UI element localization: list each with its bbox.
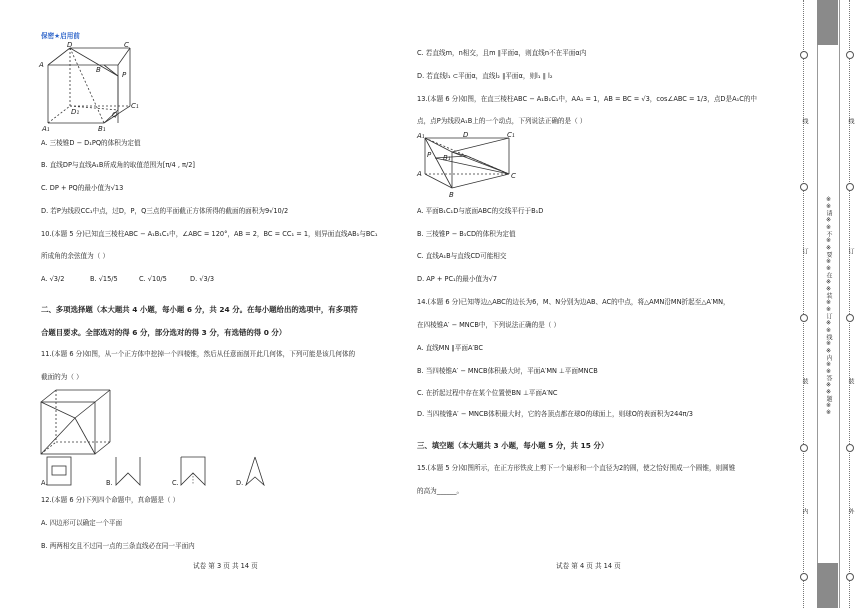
svg-text:B: B	[449, 191, 454, 199]
secret-label: 保密★启用前	[41, 32, 80, 40]
q14-stem: 14.(本题 6 分)已知等边△ABC的边长为6，M、N分别为边AB、AC的中点，将△AMN沿MN折起至△A′MN，	[417, 298, 730, 306]
binding-margin-outer	[794, 0, 814, 608]
outer-mark-nei: 内	[801, 508, 808, 514]
q10-choice-d: D. √3/3	[190, 275, 215, 283]
q13-stem-cont: 点，点P为线段A₁B上的一个动点，下列说法正确的是（ ）	[417, 117, 587, 125]
q13-stem: 13.(本题 6 分)如图，在直三棱柱ABC − A₁B₁C₁中，AA₁ = 1，AB = BC = √3，cos∠ABC = 1/3，点D是A₁C的中	[417, 95, 758, 103]
q13-option-a: A. 平面B₁C₁D与底面ABC的交线平行于B₁D	[417, 207, 544, 215]
q9-option-c: C. DP + PQ的最小值为√13	[41, 184, 124, 192]
q11-label-a: A.	[41, 479, 48, 487]
q13-option-c: C. 直线A₁B与直线CD可能相交	[417, 252, 507, 260]
binding-strip	[817, 0, 840, 608]
svg-text:C₁: C₁	[131, 102, 139, 110]
svg-text:C₁: C₁	[507, 131, 515, 139]
page-footer-left: 试卷 第 3 页 共 14 页	[193, 562, 258, 570]
outer-ring-4	[800, 444, 808, 452]
outer-mark-ding: 订	[801, 248, 808, 254]
q11-shape-c	[180, 456, 206, 486]
svg-text:A: A	[39, 61, 44, 69]
inner-ring-1	[846, 51, 854, 59]
inner-ring-4	[846, 444, 854, 452]
prism-figure	[415, 130, 520, 200]
q11-shape-d	[245, 456, 265, 486]
q10-choice-b: B. √15/5	[90, 275, 118, 283]
q14-option-d: D. 当四棱锥A′ − MNCB体积最大时，它的各顶点都在球O的球面上，则球O的表面积为244π/3	[417, 410, 693, 418]
q14-option-c: C. 在折起过程中存在某个位置使BN ⊥平面A′NC	[417, 389, 558, 397]
q9-option-a: A. 三棱锥D − D₁PQ的体积为定值	[41, 139, 141, 147]
section3-heading: 三、填空题（本大题共 3 小题，每小题 5 分，共 15 分）	[417, 441, 609, 450]
q11-shape-a	[46, 456, 72, 486]
svg-text:A: A	[417, 170, 422, 178]
q11-label-d: D.	[236, 479, 244, 487]
outer-mark-line: 线	[801, 118, 808, 124]
inner-mark-wai: 外	[847, 508, 854, 514]
q9-option-d: D. 若P为线段CC₁中点，过D，P，Q三点的平面截正方体所得的截面的面积为9√10/2	[41, 207, 289, 215]
cube-figure	[38, 40, 153, 140]
inner-mark-zhuang: 装	[847, 378, 854, 384]
label-D: D	[67, 41, 73, 49]
inner-mark-line: 线	[847, 118, 854, 124]
binding-gray-top	[817, 0, 838, 45]
svg-text:A₁: A₁	[417, 132, 425, 140]
cube-pyramid-figure	[39, 388, 114, 456]
q15-stem-cont: 的高为______。	[417, 487, 464, 495]
q11-label-b: B.	[106, 479, 113, 487]
svg-text:Q: Q	[112, 111, 118, 119]
q14-stem-cont: 在四棱锥A′ − MNCB中，下列说法正确的是（ ）	[417, 321, 561, 329]
svg-text:A₁: A₁	[42, 125, 50, 133]
q14-option-b: B. 当四棱锥A′ − MNCB体积最大时，平面A′MN ⊥平面MNCB	[417, 367, 598, 375]
binding-margin-inner	[840, 0, 860, 608]
q10-stem: 10.(本题 5 分)已知直三棱柱ABC − A₁B₁C₁中，∠ABC = 120°，AB = 2，BC = CC₁ = 1，则异面直线AB₁与BC₁	[41, 230, 378, 238]
section2-heading: 二、多项选择题（本大题共 4 小题，每小题 6 分，共 24 分。在每小题给出的选项中，有多项符	[41, 305, 358, 314]
q12-option-a: A. 四边形可以确定一个平面	[41, 519, 123, 527]
binding-gray-bottom	[817, 563, 838, 608]
svg-text:D: D	[463, 131, 469, 139]
q9-option-b: B. 直线DP与直线A₁B所成角的取值范围为[π/4 , π/2]	[41, 161, 195, 169]
q15-stem: 15.(本题 5 分)如图所示，在正方形铁皮上剪下一个扇形和一个直径为2的圆，使之恰好围成一个圆锥，则圆锥	[417, 464, 736, 472]
inner-ring-3	[846, 314, 854, 322]
q12-option-d: D. 若直线l₁ ⊂平面α，直线l₂ ∥平面α，则l₁ ∥ l₂	[417, 72, 553, 80]
outer-ring-5	[800, 573, 808, 581]
outer-dotted-line	[803, 0, 804, 608]
svg-text:B₁: B₁	[98, 125, 106, 133]
section2-heading-cont: 合题目要求。全部选对的得 6 分，部分选对的得 3 分，有选错的得 0 分）	[41, 328, 287, 337]
inner-dotted-line	[849, 0, 850, 608]
q11-stem: 11.(本题 6 分)如图，从一个正方体中挖掉一个四棱锥，然后从任意面剖开此几何体，下列可能是该几何体的	[41, 350, 356, 358]
q12-option-c: C. 若直线m，n相交，且m ∥平面α，则直线n不在平面α内	[417, 49, 587, 57]
q11-stem-cont: 截面的为（ ）	[41, 373, 83, 381]
svg-text:C: C	[124, 41, 129, 49]
svg-text:C: C	[511, 172, 516, 180]
inner-ring-2	[846, 183, 854, 191]
q13-option-b: B. 三棱锥P − B₁CD的体积为定值	[417, 230, 516, 238]
inner-ring-5	[846, 573, 854, 581]
page-footer-right: 试卷 第 4 页 共 14 页	[556, 562, 621, 570]
q10-stem-cont: 所成角的余弦值为（ ）	[41, 252, 110, 260]
q12-stem: 12.(本题 6 分)下列四个命题中，真命题是（ ）	[41, 496, 180, 504]
outer-ring-1	[800, 51, 808, 59]
q12-option-b: B. 两两相交且不过同一点的三条直线必在同一平面内	[41, 542, 195, 550]
inner-mark-ding: 订	[847, 248, 854, 254]
svg-text:B: B	[96, 66, 101, 74]
outer-ring-2	[800, 183, 808, 191]
q11-shape-b	[115, 456, 141, 486]
q13-option-d: D. AP + PC₁的最小值为√7	[417, 275, 498, 283]
q14-option-a: A. 直线MN ∥平面A′BC	[417, 344, 483, 352]
svg-text:B₁: B₁	[443, 154, 451, 162]
outer-mark-zhuang: 装	[801, 378, 808, 384]
q11-label-c: C.	[172, 479, 179, 487]
q10-choice-a: A. √3/2	[41, 275, 65, 283]
q10-choice-c: C. √10/5	[139, 275, 167, 283]
outer-ring-3	[800, 314, 808, 322]
svg-text:P: P	[122, 71, 127, 79]
no-answer-warning: ※※请※※不※※要※※在※※装※※订※※线※※内※※答※※题※※	[825, 196, 832, 417]
svg-text:P: P	[427, 151, 432, 159]
svg-text:D₁: D₁	[71, 108, 80, 116]
